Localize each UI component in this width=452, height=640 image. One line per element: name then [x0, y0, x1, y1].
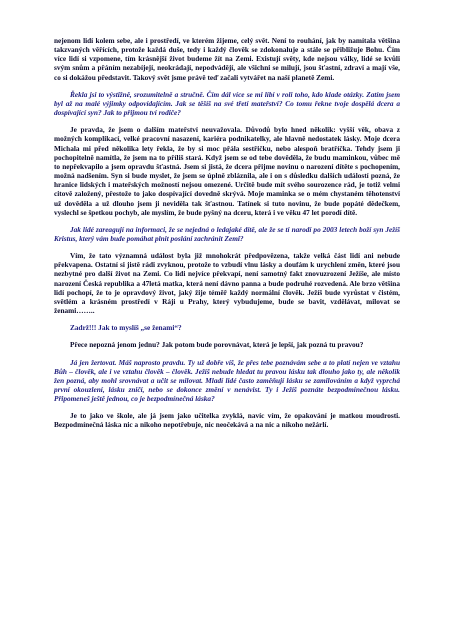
paragraph-answer-2: Je pravda, že jsem o dalším mateřství neuvažovala. Důvodů bylo hned několik: vyšší věk, obava z možných komplikací, velké pracovní nasazení, kariéra podnikatelky, ale hlavně nedostatek lásky. Moje dcera Michala mi před několika lety řekla, že by si moc přála sestřičku, nebo alespoň bratříčka. Tehdy jsem ji pochopitelně namítla, že jsem na to příliš stará. Když jsem se od tebe dověděla, že budu maminkou, vůbec mě to nepřekvapilo a jsem opravdu šťastná. Jsem si jistá, že dcera přijme novinu o narození dítěte s pochopením, možná nadšením. Syn si bude myslet, že jsem se úplně zbláznila, ale i on s důsledku dalších událostí pozná, že hranice lidských i mateřských možností nejsou omezené. Určitě bude mít svého sourozence rád, je totiž velmi citově založený, přestože to jako dospívající dovedně skrývá. Moje maminka se o mém chystaném těhotenství už dověděla a už dlouho jsem ji neviděla tak šťastnou. Tatínek si tuto novinu, že bude popáté dědečkem, vyslechl se špetkou pochyb, ale myslím, že bude pyšný na dceru, která i ve věku 47 let porodí dítě. — [54, 125, 400, 217]
document-text — [54, 36, 400, 430]
paragraph-question-3: Zadrž!!! Jak to myslíš „se ženami“? — [70, 323, 182, 333]
paragraph-question-1: Řekla jsi to výstižně, srozumitelně a stručně. Čím dál více se mi líbí v roli toho, kdo klade otázky. Zatím jsem byl až na malé výjimky odpovídajícím. Jak se těšíš na své třetí mateřství? Co tomu řekne tvoje dospělá dcera a dospívající syn? Jak to přijmou tví rodiče? — [54, 89, 400, 118]
paragraph-answer-4: Přece nepozná jenom jednu? Jak potom bude porovnávat, která je lepší, jak pozná tu pravou? — [70, 340, 364, 350]
paragraph-answer-5: Je to jako ve škole, ale já jsem jako učitelka zvyklá, navíc vím, že opakování je matkou moudrosti. Bezpodmínečná láska nic a nikoho nepotřebuje, nic neočekává a na nic a nikoho nežárlí. — [54, 411, 400, 430]
paragraph-answer-3: Vím, že tato významná událost byla již mnohokrát předpovězena, takže velká část lidí ani nebude překvapena. Ostatní si jistě rádi zvyknou, protože to vzbudí vlnu lásky a doufám k urychlení změn, které jsou nezbytné pro další život na Zemi. Co lidi nejvíce překvapí, není samotný fakt znovuzrození Ježíše, ale místo narození Česká republika a 47letá matka, která není dávno panna a bude podruhé rozvedená. Ale brzo většina lidí pochopí, že to je opravdový život, jaký žije téměř každý normální člověk. Ježíš bude vyrůstat v čistém, světlém a krásném prostředí v Ráji u Prahy, který vybudujeme, bude se bavit, vzdělávat, milovat se ženami…….. — [54, 251, 400, 316]
paragraph-question-4: Já jen žertovat. Máš naprosto pravdu. Ty už dobře víš, že přes tebe poznávám sebe a to platí nejen ve vztahu Bůh – člověk, ale i ve vztahu člověk – člověk. Ježíš nebude hledat tu pravou lásku tak dlouho jako ty, ale několik žen pozná, aby mohl srovnávat a učit se milovat. Mladí lidé často zaměňují lásku se zamilováním a když vyprchá první okouzlení, lásku zničí, nebo se dokonce změní v nenávist. Ty i Ježíš poznáte bezpodmínečnou lásku. Připomeneš ještě jednou, co je bezpodmínečná láska? — [54, 357, 400, 404]
paragraph-answer-1: nejenom lidí kolem sebe, ale i prostředí, ve kterém žijeme, celý svět. Není to rouhání, jak by namítala většina takzvaných věřících, protože každá duše, tedy i každý člověk se zdokonaluje a stále se přibližuje Bohu. Čím více lidí si vzpomene, tím krásnější život budeme žít na Zemi. Existují světy, kde nejsou války, lidé se kvůli svým snům a přáním nezabíjejí, neokrádají, nepodvádějí, ale všichni se milují, jsou šťastní, zdraví a mají vše, co si dokážou představit. Takový svět jsme právě teď začali vytvářet na naší planetě Zemi. — [54, 36, 400, 82]
paragraph-question-2: Jak lidé zareagují na informaci, že se nejedná o ledajaké dítě, ale že se tí narodí po 2003 letech boží syn Ježíš Kristus, který vám bude pomáhat plnit poslání zachránit Zemi? — [54, 224, 400, 243]
